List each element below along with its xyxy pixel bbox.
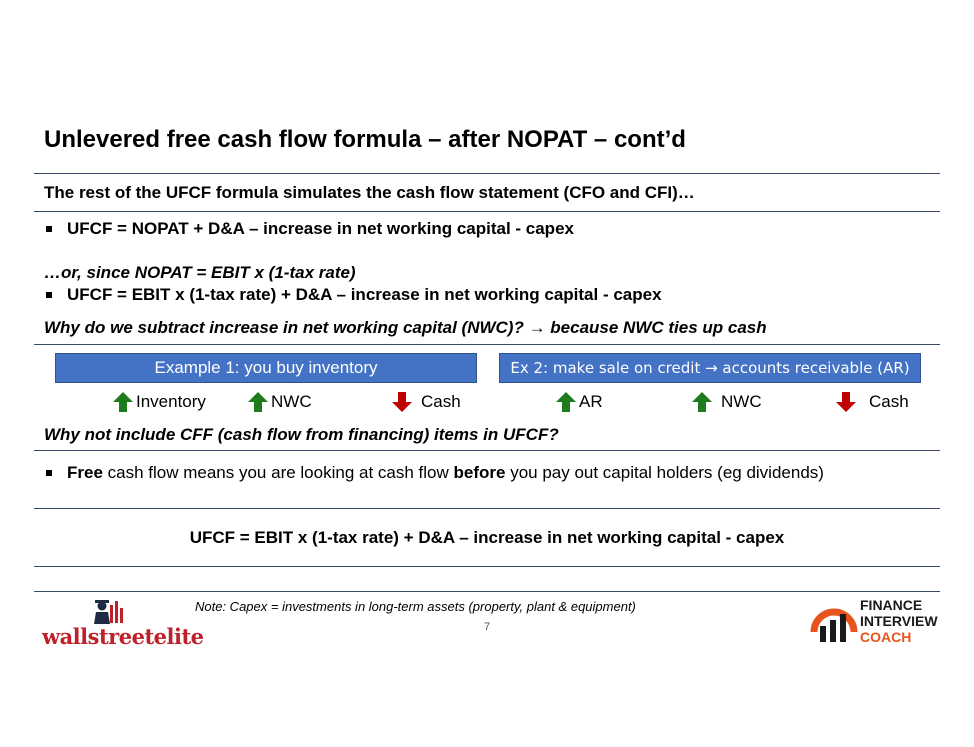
footnote: Note: Capex = investments in long-term assets (property, plant & equipment) <box>195 599 636 614</box>
question-nwc: Why do we subtract increase in net working capital (NWC)? → because NWC ties up cash <box>44 318 767 337</box>
up-arrow-icon <box>247 391 269 413</box>
bullet-ebit-formula <box>44 285 662 305</box>
indicator-label: AR <box>579 392 603 411</box>
question-cff: Why not include CFF (cash flow from financing) items in UFCF? <box>44 425 559 444</box>
divider <box>34 211 940 212</box>
or-line: …or, since NOPAT = EBIT x (1-tax rate) <box>44 263 356 282</box>
divider <box>34 173 940 174</box>
indicator-ar <box>555 391 603 413</box>
bullet-text: UFCF = NOPAT + D&A – increase in net working capital - capex <box>67 219 574 238</box>
logo-line-interview: INTERVIEW <box>860 613 938 629</box>
bullet-icon <box>46 226 52 232</box>
divider <box>34 566 940 567</box>
divider <box>34 450 940 451</box>
indicator-label: Cash <box>869 392 909 411</box>
indicator-label: NWC <box>271 392 312 411</box>
bullet-text: you pay out capital holders (eg dividends) <box>505 463 824 482</box>
bullet-free-cash-flow <box>44 463 824 483</box>
finance-interview-coach-logo-text <box>860 597 938 645</box>
example1-box: Example 1: you buy inventory <box>55 353 477 383</box>
slide-title: Unlevered free cash flow formula – after NOPAT – cont’d <box>44 126 686 153</box>
footer-divider <box>34 591 940 592</box>
finance-interview-coach-logo-icon <box>810 598 858 651</box>
up-arrow-icon <box>112 391 134 413</box>
bullet-icon <box>46 292 52 298</box>
bullet-icon <box>46 470 52 476</box>
indicator-label: Cash <box>421 392 461 411</box>
divider <box>34 344 940 345</box>
up-arrow-icon <box>555 391 577 413</box>
indicator-cash <box>391 391 461 413</box>
page-number: 7 <box>484 621 491 633</box>
example2-box: Ex 2: make sale on credit → accounts receivable (AR) <box>499 353 921 383</box>
indicator-label: Inventory <box>136 392 206 411</box>
down-arrow-icon <box>835 391 857 413</box>
up-arrow-icon <box>691 391 713 413</box>
final-formula: UFCF = EBIT x (1-tax rate) + D&A – increase in net working capital - capex <box>189 528 785 547</box>
indicator-cash <box>835 391 909 413</box>
indicator-nwc <box>247 391 312 413</box>
indicator-inventory <box>112 391 206 413</box>
down-arrow-icon <box>391 391 413 413</box>
logo-line-finance: FINANCE <box>860 597 923 613</box>
bullet-text: UFCF = EBIT x (1-tax rate) + D&A – increase in net working capital - capex <box>67 285 662 304</box>
wallstreetelite-logo-text: wallstreetelite <box>42 624 204 649</box>
bullet-bold-free: Free <box>67 463 103 482</box>
indicator-label: NWC <box>721 392 762 411</box>
bullet-text: cash flow means you are looking at cash flow <box>102 463 454 482</box>
bullet-bold-before: before <box>453 463 506 482</box>
divider <box>34 508 940 509</box>
indicator-nwc <box>691 391 762 413</box>
subheading: The rest of the UFCF formula simulates the cash flow statement (CFO and CFI)… <box>44 183 695 202</box>
bullet-nopat-formula <box>44 219 574 239</box>
logo-line-coach: COACH <box>860 629 912 645</box>
